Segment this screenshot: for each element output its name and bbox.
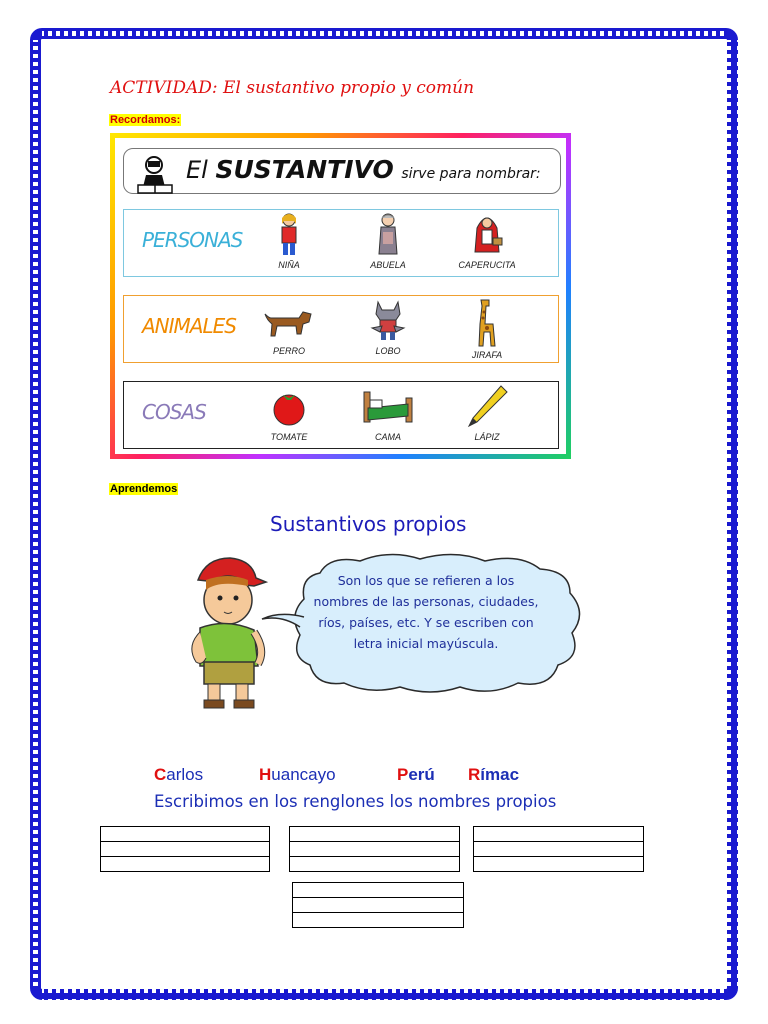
- item-abuela: [348, 212, 428, 270]
- item-caperucita: [447, 212, 527, 270]
- item-lobo: [348, 298, 428, 356]
- section-label-aprendemos: Aprendemos: [110, 483, 178, 495]
- reading-child-icon: [134, 153, 176, 195]
- writing-lines-1[interactable]: [100, 826, 270, 872]
- example-huancayo: Huancayo: [259, 765, 336, 784]
- item-label: ABUELA: [370, 260, 406, 270]
- item-label: JIRAFA: [471, 350, 503, 360]
- writing-lines-2[interactable]: [289, 826, 460, 872]
- item-label: CAPERUCITA: [458, 260, 516, 270]
- bubble-text: Son los que se refieren a los nombres de las personas, ciudades, ríos, países, etc. Y se escriben con letra inicial mayúscula.: [313, 573, 539, 651]
- item-lapiz: [447, 384, 527, 442]
- writing-lines-3[interactable]: [473, 826, 644, 872]
- instruction-text: Escribimos en los renglones los nombres propios: [154, 792, 557, 811]
- item-label: TOMATE: [270, 432, 308, 442]
- giraffe-icon: [467, 298, 507, 348]
- category-label: ANIMALES: [142, 314, 236, 338]
- dog-icon: [263, 298, 315, 344]
- category-personas: [123, 209, 559, 277]
- example-peru: Perú: [397, 765, 435, 784]
- item-perro: [249, 298, 329, 356]
- category-label: COSAS: [142, 400, 206, 424]
- item-label: PERRO: [272, 346, 305, 356]
- item-label: CAMA: [374, 432, 401, 442]
- category-cosas: [123, 381, 559, 449]
- item-nina: [249, 212, 329, 270]
- activity-title: ACTIVIDAD: El sustantivo propio y común: [110, 78, 475, 98]
- item-label: LÁPIZ: [474, 432, 500, 442]
- pencil-icon: [465, 384, 509, 430]
- wolf-icon: [366, 298, 410, 344]
- sustantivo-poster: [110, 133, 571, 459]
- red-riding-hood-icon: [467, 212, 507, 258]
- item-tomate: [249, 384, 329, 442]
- item-cama: [348, 384, 428, 442]
- section-heading: Sustantivos propios: [270, 512, 467, 536]
- item-jirafa: [447, 298, 527, 360]
- section-label-recordamos: Recordamos:: [110, 114, 181, 126]
- tomato-icon: [269, 384, 309, 430]
- category-label: PERSONAS: [142, 228, 243, 252]
- girl-icon: [269, 212, 309, 258]
- item-label: LOBO: [375, 346, 401, 356]
- poster-heading-main: SUSTANTIVO: [215, 155, 394, 184]
- item-label: NIÑA: [278, 260, 300, 270]
- category-animales: [123, 295, 559, 363]
- poster-heading: [123, 148, 561, 194]
- boy-illustration: [178, 550, 270, 712]
- grandmother-icon: [368, 212, 408, 258]
- poster-heading-prefix: El: [186, 156, 208, 184]
- writing-lines-4[interactable]: [292, 882, 464, 928]
- bed-icon: [360, 384, 416, 430]
- example-carlos: Carlos: [154, 765, 204, 784]
- example-rimac: Rímac: [468, 765, 520, 784]
- poster-heading-suffix: sirve para nombrar:: [401, 166, 541, 182]
